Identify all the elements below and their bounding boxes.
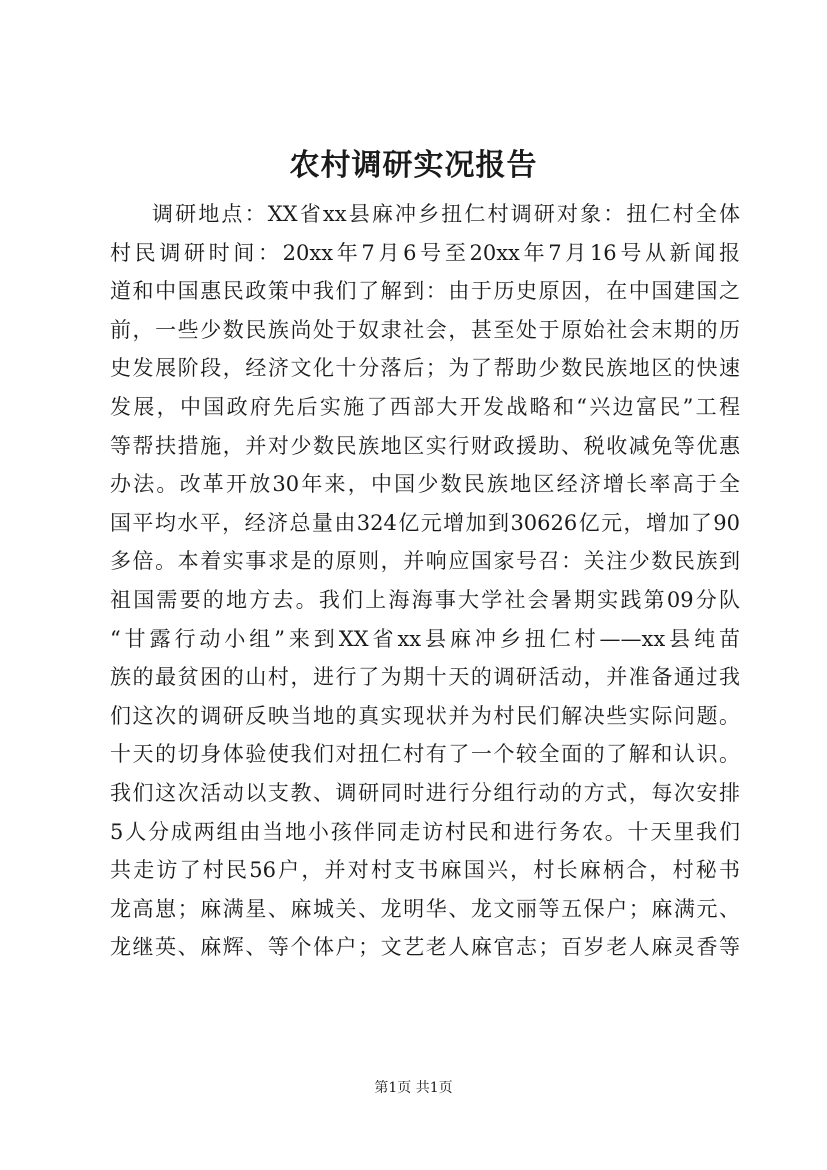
body-line: 前，一些少数民族尚处于奴隶社会，甚至处于原始社会末期的历: [110, 317, 740, 342]
body-line: 调研地点：XX省xx县麻冲乡扭仁村调研对象：扭仁村全体: [152, 202, 740, 226]
body-line: 们这次的调研反映当地的真实现状并为村民们解决些实际问题。: [110, 703, 740, 728]
document-title: 农村调研实况报告: [289, 148, 538, 183]
body-line: 祖国需要的地方去。我们上海海事大学社会暑期实践第09分队: [110, 587, 740, 612]
body-line: 国平均水平，经济总量由324亿元增加到30626亿元，增加了90: [110, 510, 740, 535]
body-line: 发展，中国政府先后实施了西部大开发战略和“兴边富民”工程: [110, 394, 740, 419]
body-line: 族的最贫困的山村，进行了为期十天的调研活动，并准备通过我: [110, 665, 740, 690]
body-line: 办法。改革开放30年来，中国少数民族地区经济增长率高于全: [110, 472, 740, 497]
document-body: [110, 195, 740, 967]
body-line: 村民调研时间：20xx年7月6号至20xx年7月16号从新闻报: [110, 240, 740, 265]
body-line: 龙高崽；麻满星、麻城关、龙明华、龙文丽等五保户；麻满元、: [110, 896, 740, 921]
body-line: 龙继英、麻辉、等个体户；文艺老人麻官志；百岁老人麻灵香等: [110, 935, 740, 960]
body-line: 等帮扶措施，并对少数民族地区实行财政援助、税收减免等优惠: [110, 433, 740, 458]
body-line: 十天的切身体验使我们对扭仁村有了一个较全面的了解和认识。: [110, 742, 740, 767]
body-line: 道和中国惠民政策中我们了解到：由于历史原因，在中国建国之: [110, 279, 740, 304]
body-line: 我们这次活动以支教、调研同时进行分组行动的方式，每次安排: [110, 780, 740, 805]
body-line: 多倍。本着实事求是的原则，并响应国家号召：关注少数民族到: [110, 549, 740, 574]
page-footer: 第1页 共1页: [374, 1080, 453, 1096]
body-line: “甘露行动小组”来到XX省xx县麻冲乡扭仁村——xx县纯苗: [110, 626, 740, 651]
body-line: 史发展阶段，经济文化十分落后；为了帮助少数民族地区的快速: [110, 356, 740, 381]
body-line: 共走访了村民56户，并对村支书麻国兴，村长麻柄合，村秘书: [110, 858, 740, 883]
body-line: 5人分成两组由当地小孩伴同走访村民和进行务农。十天里我们: [110, 819, 740, 844]
